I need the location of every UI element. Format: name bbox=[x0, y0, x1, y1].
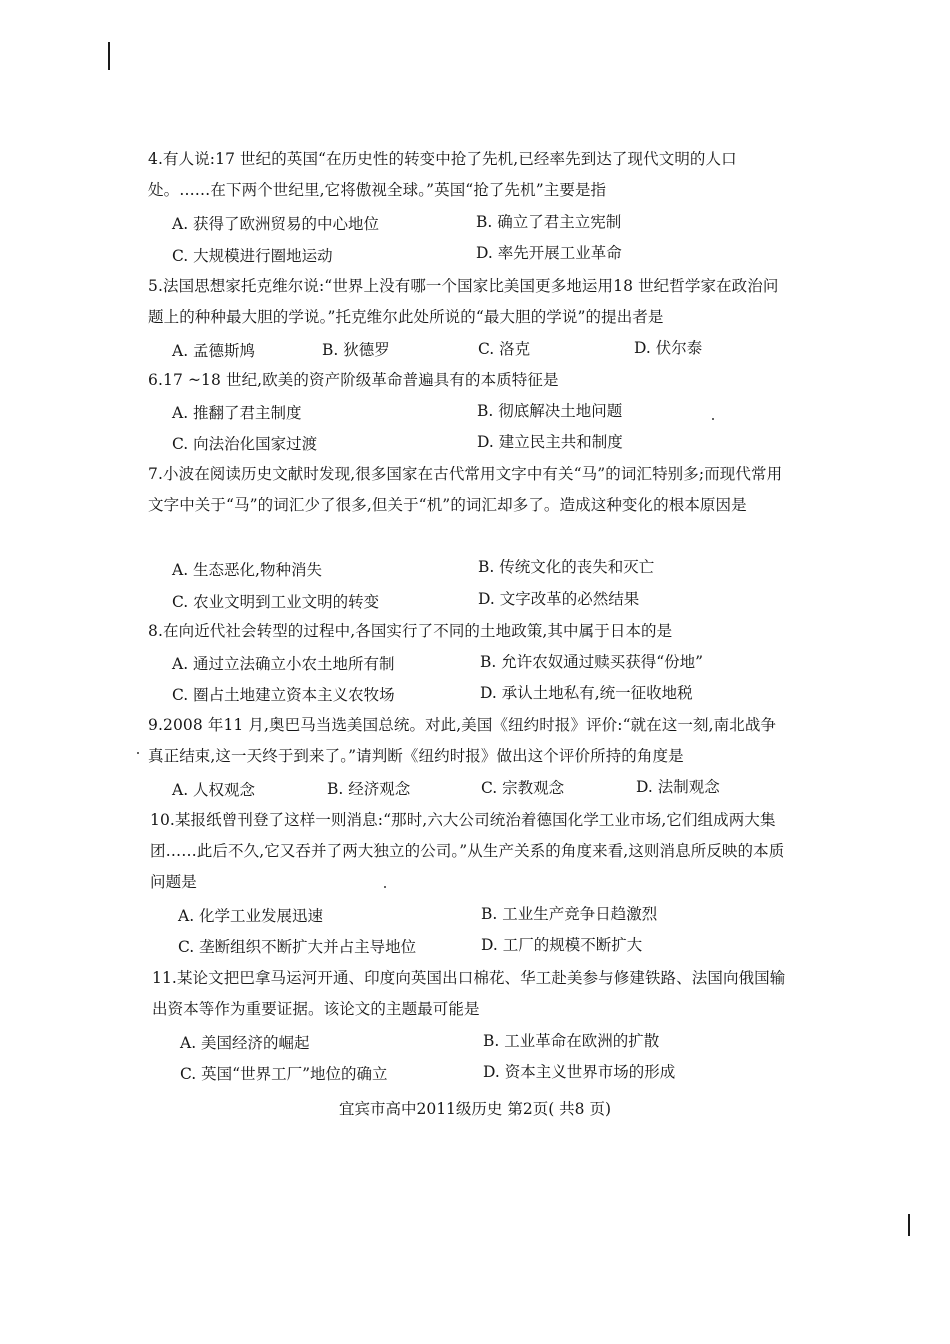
option-b: B. 经济观念 bbox=[327, 780, 411, 798]
option-d: D. 文字改革的必然结果 bbox=[478, 590, 640, 608]
option-c: C. 大规模进行圈地运动 bbox=[172, 247, 333, 265]
page-footer: 宜宾市高中2011级历史 第2页( 共8 页) bbox=[338, 1100, 612, 1118]
option-d: D. 伏尔泰 bbox=[634, 339, 703, 357]
option-a: A. 获得了欧洲贸易的中心地位 bbox=[172, 215, 380, 233]
question-stem: 5.法国思想家托克维尔说:“世界上没有哪一个国家比美国更多地运用18 世纪哲学家在政治问题上的种种最大胆的学说。”托克维尔此处所说的“最大胆的学说”的提出者是 bbox=[148, 277, 779, 326]
option-b: B. 工业生产竞争日趋激烈 bbox=[481, 905, 658, 923]
option-a: A. 化学工业发展迅速 bbox=[178, 907, 324, 925]
question-stem: 10.某报纸曾刊登了这样一则消息:“那时,六大公司统治着德国化学工业市场,它们组成两大集团……此后不久,它又吞并了两大独立的公司。”从生产关系的角度来看,这则消息所反映的本质问题是 bbox=[150, 811, 785, 891]
question-stem: 8.在向近代社会转型的过程中,各国实行了不同的土地政策,其中属于日本的是 bbox=[148, 622, 673, 640]
option-c: C. 农业文明到工业文明的转变 bbox=[172, 593, 380, 611]
question-stem: 4.有人说:17 世纪的英国“在历史性的转变中抢了先机,已经率先到达了现代文明的人口处。……在下两个世纪里,它将傲视全球。”英国“抢了先机”主要是指 bbox=[148, 150, 737, 199]
scan-artifact bbox=[908, 1214, 910, 1236]
option-c: C. 宗教观念 bbox=[481, 779, 565, 797]
option-a: A. 推翻了君主制度 bbox=[172, 404, 302, 422]
option-a: A. 孟德斯鸠 bbox=[172, 342, 256, 360]
option-c: C. 英国“世界工厂”地位的确立 bbox=[180, 1065, 388, 1083]
option-b: B. 允许农奴通过赎买获得“份地” bbox=[480, 653, 704, 671]
option-b: B. 狄德罗 bbox=[322, 341, 390, 359]
option-c: C. 洛克 bbox=[478, 340, 531, 358]
option-b: B. 工业革命在欧洲的扩散 bbox=[483, 1032, 660, 1050]
scan-speck bbox=[137, 752, 139, 754]
option-d: D. 建立民主共和制度 bbox=[477, 433, 623, 451]
question-stem: 11.某论文把巴拿马运河开通、印度向英国出口棉花、华工赴美参与修建铁路、法国向俄国输出资本等作为重要证据。该论文的主题最可能是 bbox=[152, 969, 786, 1018]
scan-artifact bbox=[108, 42, 110, 70]
question-stem: 6.17 ~18 世纪,欧美的资产阶级革命普遍具有的本质特征是 bbox=[148, 371, 559, 389]
option-a: A. 美国经济的崛起 bbox=[180, 1034, 310, 1052]
option-a: A. 通过立法确立小农土地所有制 bbox=[172, 655, 395, 673]
option-b: B. 传统文化的丧失和灭亡 bbox=[478, 558, 655, 576]
option-d: D. 承认土地私有,统一征收地税 bbox=[480, 684, 693, 702]
option-b: B. 确立了君主立宪制 bbox=[476, 213, 622, 231]
option-c: C. 垄断组织不断扩大并占主导地位 bbox=[178, 938, 417, 956]
option-b: B. 彻底解决土地问题 bbox=[477, 402, 623, 420]
option-d: D. 工厂的规模不断扩大 bbox=[481, 936, 643, 954]
question-stem: 9.2008 年11 月,奥巴马当选美国总统。对此,美国《纽约时报》评价:“就在这一刻,南北战争真正结束,这一天终于到来了。”请判断《纽约时报》做出这个评价所持的角度是 bbox=[148, 716, 777, 765]
option-a: A. 生态恶化,物种消失 bbox=[172, 561, 322, 579]
option-c: C. 圈占土地建立资本主义农牧场 bbox=[172, 686, 395, 704]
option-d: D. 法制观念 bbox=[636, 778, 720, 796]
option-a: A. 人权观念 bbox=[172, 781, 256, 799]
option-c: C. 向法治化国家过渡 bbox=[172, 435, 318, 453]
scan-speck bbox=[712, 418, 714, 420]
question-stem: 7.小波在阅读历史文献时发现,很多国家在古代常用文字中有关“马”的词汇特别多;而现代常用文字中关于“马”的词汇少了很多,但关于“机”的词汇却多了。造成这种变化的根本原因是 bbox=[148, 465, 783, 514]
option-d: D. 资本主义世界市场的形成 bbox=[483, 1063, 676, 1081]
option-d: D. 率先开展工业革命 bbox=[476, 244, 622, 262]
